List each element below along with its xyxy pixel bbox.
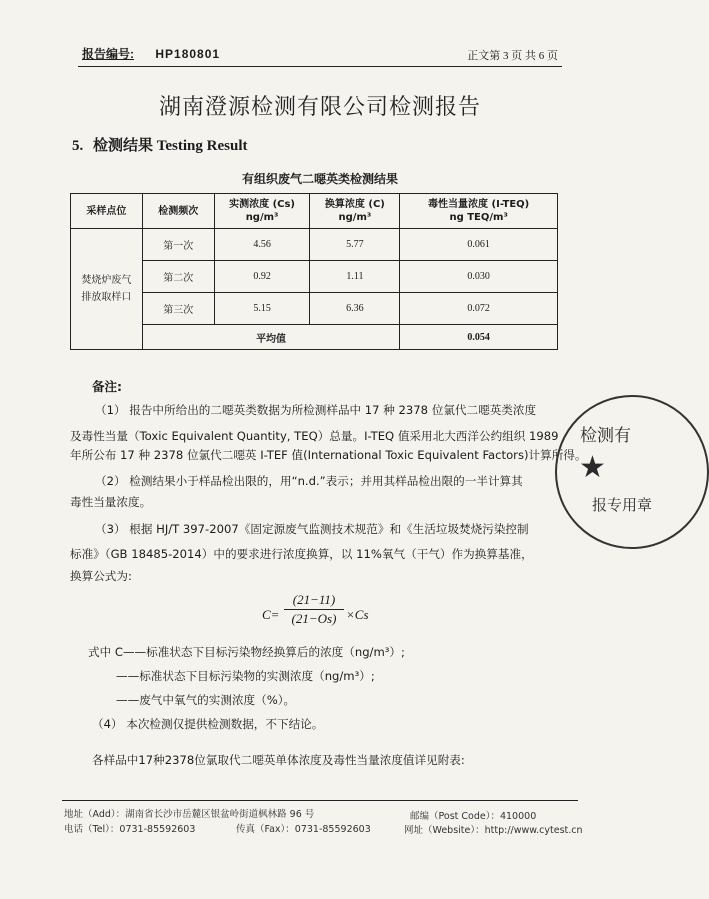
teq-cell: 0.030: [400, 261, 558, 293]
formula-numerator: (21−11): [284, 592, 344, 610]
header-measured-line2: ng/m³: [245, 212, 279, 223]
footer-postcode: 邮编（Post Code）：410000: [410, 811, 537, 822]
converted-cell: 5.77: [310, 229, 400, 261]
header-converted-line2: ng/m³: [338, 212, 372, 223]
footer-address: 地址（Add）：湖南省长沙市岳麓区银盆岭街道枫林路 96 号: [64, 809, 315, 820]
header-divider: [78, 66, 562, 67]
converted-cell: 1.11: [310, 261, 400, 293]
average-row: [71, 325, 558, 350]
freq-cell: 第三次: [142, 293, 214, 325]
header-freq: 检测频次: [142, 194, 214, 229]
report-number-label: 报告编号:: [82, 47, 134, 61]
report-title: 湖南澄源检测有限公司检测报告: [158, 95, 481, 120]
seal-star-icon: ★: [579, 450, 606, 485]
formula-lhs: C=: [262, 607, 280, 622]
freq-cell: 第二次: [142, 261, 214, 293]
results-table: [70, 193, 558, 350]
definition-c: 式中 C——标准状态下目标污染物经换算后的浓度（ng/m³）;: [88, 645, 405, 659]
footer-website: 网址（Website）：http://www.cytest.cn: [404, 825, 583, 836]
measured-cell: 0.92: [214, 261, 310, 293]
sampling-location: [71, 229, 143, 350]
location-line1: 焚烧炉废气: [81, 275, 132, 286]
section-title-cn: 检测结果: [93, 138, 154, 154]
section-title-en: Testing Result: [156, 138, 248, 154]
appendix-note: 各样品中17种2378位氯取代二噁英单体浓度及毒性当量浓度值详见附表:: [92, 753, 465, 767]
measured-cell: 5.15: [214, 293, 310, 325]
table-caption: 有组织废气二噁英类检测结果: [241, 172, 398, 186]
definition-cs: ——标准状态下目标污染物的实测浓度（ng/m³）;: [116, 669, 375, 683]
table-row: [71, 229, 558, 261]
footer-divider: [62, 800, 578, 801]
note-3-line-3: 换算公式为:: [70, 569, 132, 583]
header-measured-line1: 实测浓度 (Cs): [229, 199, 296, 210]
header-converted: [310, 194, 400, 229]
measured-cell: 4.56: [214, 229, 310, 261]
definition-os: ——废气中氧气的实测浓度（%）。: [116, 693, 296, 707]
page-info: 正文第 3 页 共 6 页: [467, 50, 558, 62]
note-4: （4） 本次检测仅提供检测数据，不下结论。: [92, 717, 324, 731]
formula-rhs: ×Cs: [346, 607, 369, 622]
header-teq-line2: ng TEQ/m³: [449, 212, 508, 223]
table-row: [71, 261, 558, 293]
teq-cell: 0.061: [400, 229, 558, 261]
note-3-line-1: （3） 根据 HJ/T 397-2007《固定源废气监测技术规范》和《生活垃圾焚烧污染控制: [95, 522, 529, 536]
teq-cell: 0.072: [400, 293, 558, 325]
footer-tel: 电话（Tel）：0731-85592603: [64, 824, 196, 835]
note-3-line-2: 标准》（GB 18485-2014）中的要求进行浓度换算，以 11%氧气（干气）作为换算基准，: [70, 547, 533, 561]
header-teq-line1: 毒性当量浓度 (I-TEQ): [428, 199, 530, 210]
notes-heading: 备注:: [92, 379, 122, 394]
average-teq: 0.054: [400, 325, 558, 350]
note-1-line-1: （1） 报告中所给出的二噁英类数据为所检测样品中 17 种 2378 位氯代二噁英类浓度: [95, 403, 537, 417]
note-1-line-2: 及毒性当量（Toxic Equivalent Quantity, TEQ）总量。I-TEQ 值采用北大西洋公约组织 1989: [70, 429, 559, 443]
average-label: 平均值: [142, 325, 399, 350]
header-teq: [400, 194, 558, 229]
header-converted-line1: 换算浓度 (C): [324, 199, 385, 210]
freq-cell: 第一次: [142, 229, 214, 261]
seal-text-top: 检测有: [580, 426, 631, 446]
note-2-line-1: （2） 检测结果小于样品检出限的，用“n.d.”表示；并用其样品检出限的一半计算其: [95, 474, 523, 488]
converted-cell: 6.36: [310, 293, 400, 325]
section-heading: [72, 134, 247, 155]
report-number: [82, 45, 220, 62]
location-line2: 排放取样口: [81, 292, 132, 303]
footer-fax: 传真（Fax）：0731-85592603: [236, 824, 371, 835]
formula-fraction: [284, 592, 344, 627]
report-number-value: HP180801: [155, 47, 221, 61]
header-measured: [214, 194, 310, 229]
table-row: [71, 293, 558, 325]
seal-text-bottom: 报专用章: [592, 496, 653, 514]
note-2-line-2: 毒性当量浓度。: [70, 495, 152, 509]
note-1-line-3: 年所公布 17 种 2378 位氯代二噁英 I-TEF 值(International Toxic Equivalent Factors)计算所得。: [70, 448, 587, 462]
header-point: 采样点位: [71, 194, 143, 229]
company-seal: [555, 395, 709, 549]
table-header-row: [71, 194, 558, 229]
section-number: 5.: [72, 138, 84, 154]
formula-denominator: (21−Os): [291, 611, 337, 626]
